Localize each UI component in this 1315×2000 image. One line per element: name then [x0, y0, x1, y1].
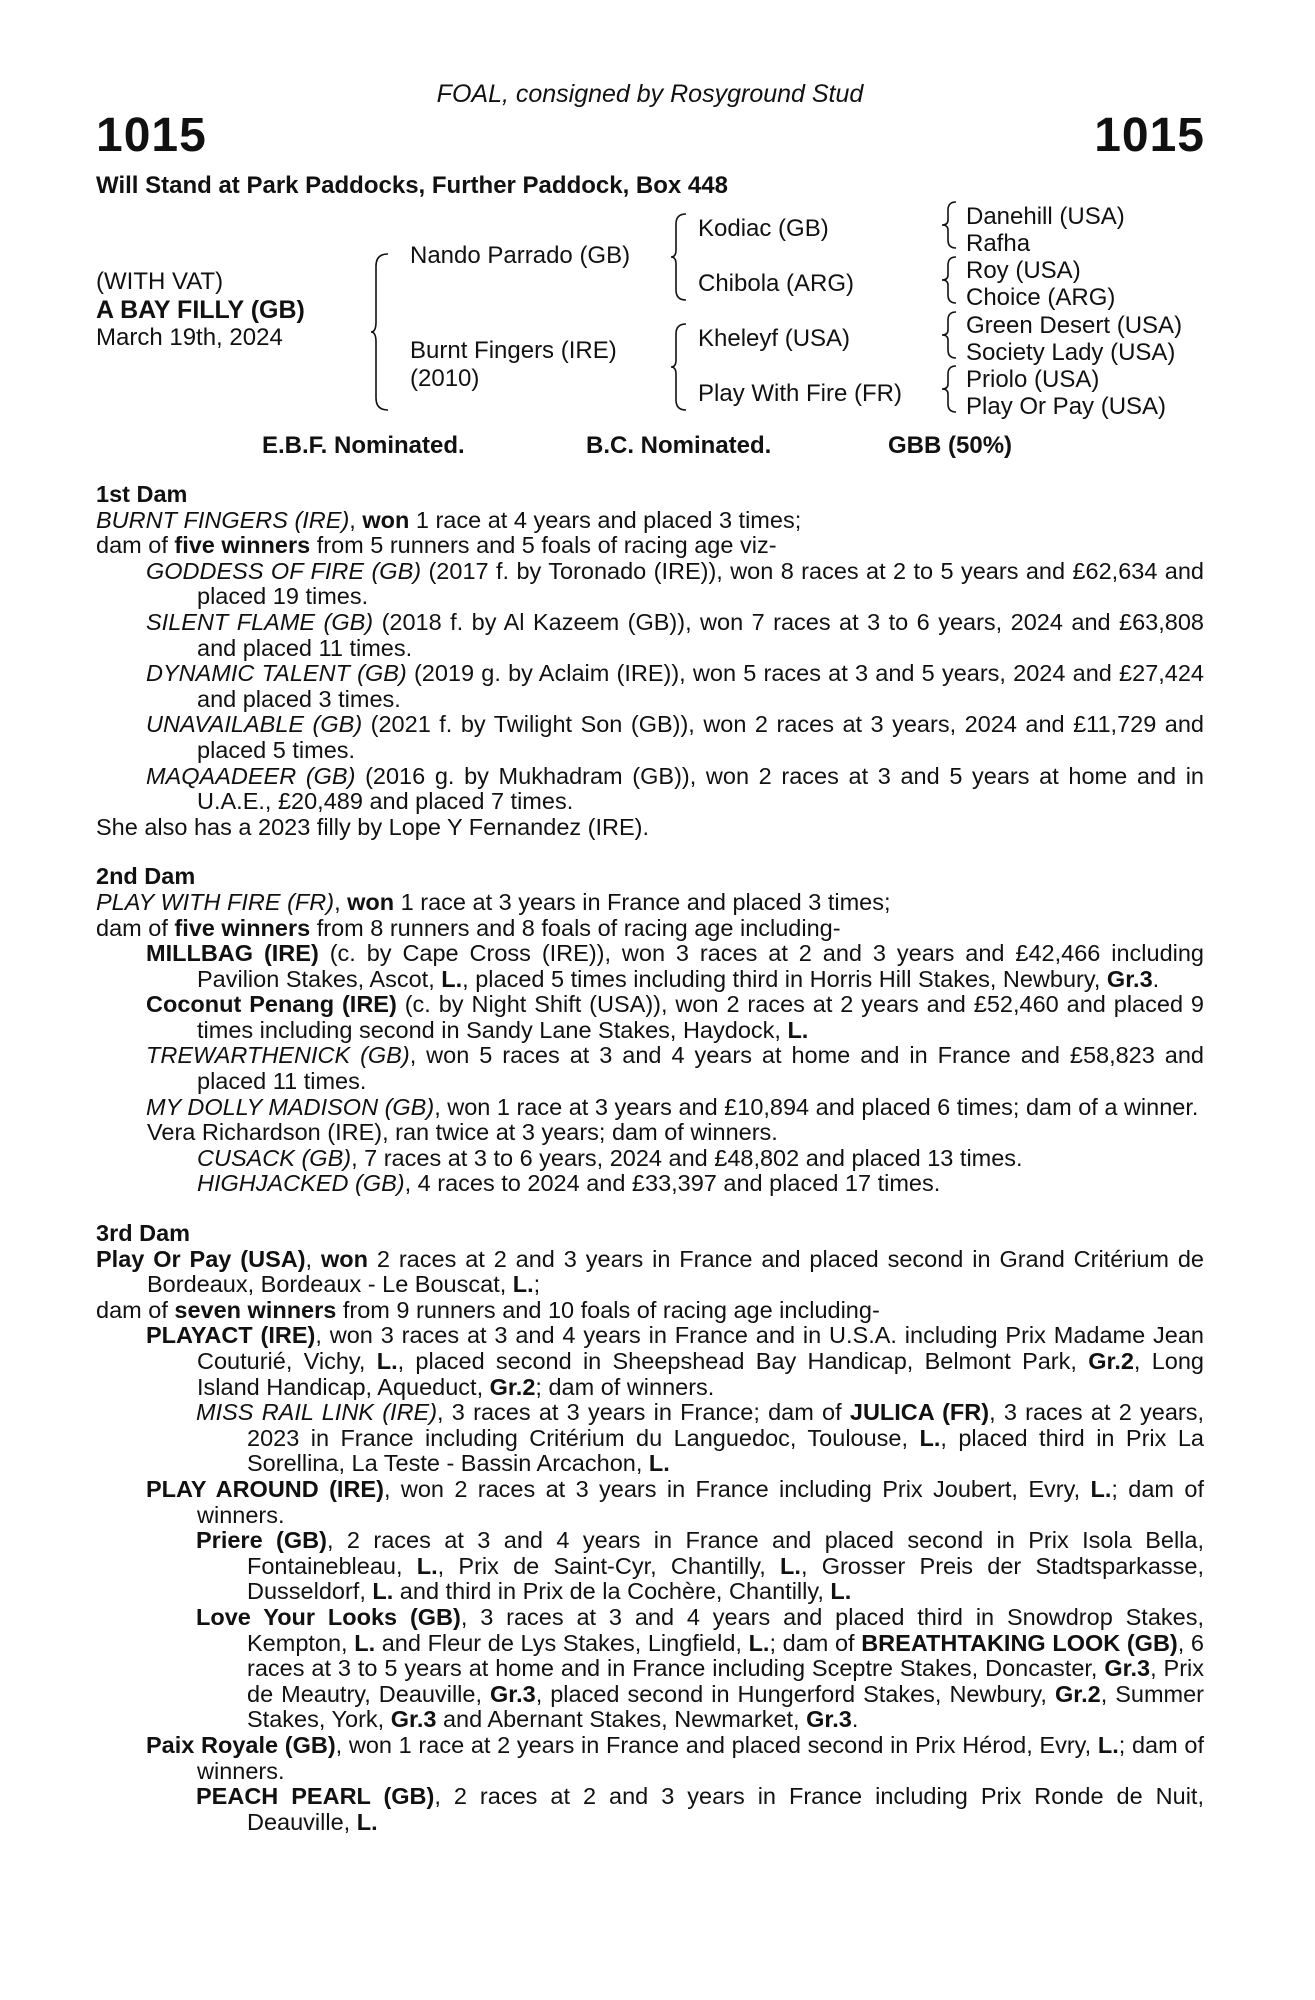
group-label: Gr.3	[390, 1706, 437, 1733]
lot-description: A BAY FILLY (GB)	[96, 296, 305, 324]
produce-entry	[96, 1095, 1204, 1121]
produce-text: , 2 races at 3 and 4 years in France and placed second in Prix Isola Bella, Fontainebleau,	[247, 1527, 1204, 1579]
produce-entry: Vera Richardson (IRE), ran twice at 3 years; dam of winners.	[147, 1119, 778, 1146]
listed-label: L.	[787, 1016, 809, 1043]
won-label: won	[362, 506, 410, 533]
produce-text: ; dam of winners.	[197, 1475, 1204, 1528]
grandproduce-entry	[96, 1146, 1204, 1172]
produce-text: (2018 f. by Al Kazeem (GB)), won 7 races at 3 to 6 years, 2024 and £63,808 and placed 11 times.	[197, 608, 1204, 661]
ggs-4: Choice (ARG)	[966, 284, 1116, 311]
produce-text: , 2 races at 2 and 3 years in France including Prix Ronde de Nuit, Deauville,	[247, 1783, 1204, 1835]
summary-text: from 5 runners and 5 foals of racing age viz-	[310, 532, 777, 559]
produce-name: BREATHTAKING LOOK (GB)	[861, 1629, 1178, 1656]
winners-count: seven winners	[174, 1296, 337, 1323]
listed-label: L.	[441, 965, 463, 992]
produce-name: PLAYACT (IRE)	[146, 1322, 316, 1349]
produce-name: PLAY AROUND (IRE)	[146, 1475, 384, 1502]
pedigree-brace-main	[370, 252, 392, 412]
pedigree-brace-sire	[670, 212, 690, 302]
produce-text: , Summer Stakes, York,	[247, 1680, 1204, 1733]
produce-text: (c. by Night Shift (USA)), won 2 races at 2 years and £52,460 and placed 9 times including second in Sandy Lane Stakes, Haydock,	[197, 991, 1204, 1043]
summary-text: from 9 runners and 10 foals of racing age including-	[336, 1296, 880, 1323]
produce-text: , 4 races to 2024 and £33,397 and placed 17 times.	[404, 1170, 941, 1197]
produce-text: , 6 races at 3 to 5 years at home and in France including Sceptre Stakes, Doncaster,	[247, 1629, 1204, 1682]
dam-name: Play Or Pay (USA)	[96, 1245, 306, 1272]
produce-text: , placed third in Prix La Sorellina, La Teste - Bassin Arcachon,	[247, 1424, 1204, 1477]
pedigree-brace-sd	[940, 255, 960, 305]
produce-entry	[96, 764, 1204, 815]
produce-name: UNAVAILABLE (GB)	[146, 711, 363, 738]
sire-dam-name: Chibola (ARG)	[698, 270, 855, 297]
produce-name: MILLBAG (IRE)	[146, 940, 319, 967]
dam-of-text: dam of	[96, 914, 175, 941]
dam-year: (2010)	[410, 365, 480, 392]
produce-entry	[96, 1733, 1204, 1784]
produce-text: , 7 races at 3 to 6 years, 2024 and £48,802 and placed 13 times.	[351, 1144, 1023, 1171]
listed-label: L.	[830, 1578, 852, 1605]
second-dam-intro: PLAY WITH FIRE (FR), won 1 race at 3 years in France and placed 3 times;	[96, 888, 891, 915]
produce-name: JULICA (FR)	[849, 1399, 990, 1426]
group-label: Gr.3	[806, 1706, 852, 1733]
produce-entry	[96, 992, 1204, 1043]
intro-text: 1 race at 4 years and placed 3 times;	[409, 506, 802, 533]
ggs-2: Rafha	[966, 230, 1031, 257]
dam-of-text: dam of	[96, 1296, 175, 1323]
produce-name: DYNAMIC TALENT (GB)	[146, 660, 407, 687]
produce-name: CUSACK (GB)	[197, 1144, 352, 1171]
produce-text: , placed second in Hungerford Stakes, Newbury,	[535, 1680, 1055, 1707]
first-dam-heading: 1st Dam	[96, 481, 188, 507]
ggs-8: Play Or Pay (USA)	[966, 393, 1167, 420]
produce-name: MISS RAIL LINK (IRE)	[196, 1399, 438, 1426]
listed-label: L.	[416, 1552, 438, 1579]
produce-text: , won 2 races at 3 years in France including Prix Joubert, Evry,	[383, 1475, 1091, 1502]
ggs-7: Priolo (USA)	[966, 366, 1100, 393]
bc-nomination: B.C. Nominated.	[586, 432, 772, 459]
grandproduce-entry	[96, 1400, 1204, 1477]
produce-name: MAQAADEER (GB)	[146, 762, 356, 789]
winners-count: five winners	[174, 532, 311, 559]
dam-name: PLAY WITH FIRE (FR)	[96, 888, 335, 915]
produce-text: , 3 races at 3 and 4 years and placed third in Snowdrop Stakes, Kempton,	[247, 1603, 1204, 1656]
listed-label: L.	[648, 1450, 670, 1477]
listed-label: L.	[376, 1348, 398, 1374]
lot-number-right: 1015	[1094, 109, 1205, 162]
sire-sire-name: Kodiac (GB)	[698, 215, 829, 242]
winners-count: five winners	[174, 914, 311, 941]
produce-entry	[96, 1477, 1204, 1528]
third-dam-summary	[96, 1298, 1204, 1324]
listed-label: L.	[780, 1552, 801, 1579]
produce-entry	[96, 1043, 1204, 1094]
produce-name: TREWARTHENICK (GB)	[146, 1042, 410, 1069]
produce-text: .	[851, 1706, 859, 1733]
ggs-6: Society Lady (USA)	[966, 339, 1176, 366]
produce-text: , won 5 races at 3 and 4 years at home and in France and £58,823 and placed 11 times.	[197, 1042, 1204, 1095]
produce-text: (2016 g. by Mukhadram (GB)), won 2 races at 3 and 5 years at home and in U.A.E., £20,489 and placed 7 times.	[197, 762, 1204, 815]
produce-name: Priere (GB)	[196, 1527, 327, 1554]
ggs-1: Danehill (USA)	[966, 203, 1125, 230]
produce-text: (2017 f. by Toronado (IRE)), won 8 races at 2 to 5 years and £62,634 and placed 19 times.	[197, 557, 1205, 610]
group-label: Gr.3	[1106, 965, 1153, 992]
produce-text: , 3 races at 2 years, 2023 in France including Critérium du Languedoc, Toulouse,	[247, 1399, 1204, 1451]
catalogue-body	[96, 482, 1204, 1859]
produce-text: .	[1152, 965, 1160, 992]
produce-text: ; dam of winners.	[197, 1731, 1204, 1784]
grandproduce-entry	[96, 1528, 1204, 1605]
third-dam-intro	[96, 1247, 1204, 1298]
grandproduce-entry	[96, 1784, 1204, 1835]
produce-text: , placed second in Sheepshead Bay Handicap, Belmont Park,	[397, 1348, 1089, 1374]
produce-entry	[96, 610, 1204, 661]
grandproduce-entry	[96, 1171, 1204, 1197]
first-dam-intro: BURNT FINGERS (IRE), won 1 race at 4 years and placed 3 times;	[96, 506, 802, 533]
produce-text: and Fleur de Lys Stakes, Lingfield,	[375, 1629, 749, 1656]
produce-name: GODDESS OF FIRE (GB)	[146, 557, 422, 584]
intro-text: 1 race at 3 years in France and placed 3 times;	[394, 888, 891, 915]
intro-text: ;	[533, 1271, 541, 1298]
produce-text: , Long Island Handicap, Aqueduct,	[197, 1348, 1204, 1400]
consignor-line: FOAL, consigned by Rosyground Stud	[436, 80, 864, 108]
produce-text: , won 1 race at 3 years and £10,894 and placed 6 times; dam of a winner.	[434, 1093, 1199, 1120]
listed-label: L.	[512, 1271, 534, 1298]
stable-location: Will Stand at Park Paddocks, Further Paddock, Box 448	[96, 172, 728, 199]
produce-entry	[96, 712, 1204, 763]
produce-text: ; dam of winners.	[535, 1373, 715, 1400]
produce-entry	[96, 941, 1204, 992]
intro-text: ,	[305, 1245, 321, 1272]
produce-text: , won 3 races at 3 and 4 years in France and in U.S.A. including Prix Madame Jean Couturié, Vichy,	[197, 1322, 1204, 1374]
ggs-3: Roy (USA)	[966, 257, 1081, 284]
sire-name: Nando Parrado (GB)	[410, 242, 631, 269]
produce-entry	[96, 559, 1204, 610]
group-label: Gr.2	[1088, 1348, 1134, 1374]
produce-entry	[96, 661, 1204, 712]
listed-label: L.	[354, 1629, 376, 1656]
pedigree-brace-dam	[670, 322, 690, 412]
first-dam-closing: She also has a 2023 filly by Lope Y Fernandez (IRE).	[96, 813, 650, 840]
pedigree-brace-ds	[940, 310, 960, 360]
group-label: Gr.3	[489, 1680, 536, 1707]
dam-sire-name: Kheleyf (USA)	[698, 325, 851, 352]
produce-text: (2019 g. by Aclaim (IRE)), won 5 races at 3 and 5 years, 2024 and £27,424 and placed 3 times.	[197, 660, 1204, 712]
produce-text: (2021 f. by Twilight Son (GB)), won 2 races at 3 years, 2024 and £11,729 and placed 5 times.	[197, 711, 1204, 763]
listed-label: L.	[1097, 1731, 1119, 1758]
produce-entry	[96, 1323, 1204, 1400]
produce-text: , placed 5 times including third in Horris Hill Stakes, Newbury,	[462, 965, 1107, 992]
produce-name: Love Your Looks (GB)	[196, 1603, 461, 1630]
first-dam-summary	[96, 533, 1204, 559]
produce-text: and Abernant Stakes, Newmarket,	[436, 1706, 807, 1733]
grandproduce-entry	[96, 1605, 1204, 1733]
third-dam-section	[96, 1221, 1204, 1835]
produce-text: , won 1 race at 2 years in France and placed second in Prix Hérod, Evry,	[335, 1731, 1098, 1758]
pedigree-brace-ss	[940, 200, 960, 250]
foaling-date: March 19th, 2024	[96, 324, 283, 351]
dam-name: BURNT FINGERS (IRE)	[96, 506, 350, 533]
listed-label: L.	[1090, 1475, 1112, 1502]
listed-label: L.	[748, 1629, 770, 1656]
produce-text: (c. by Cape Cross (IRE)), won 3 races at 2 and 3 years and £42,466 including Pavilion Stakes, Ascot,	[197, 940, 1205, 992]
second-dam-heading: 2nd Dam	[96, 863, 196, 890]
produce-text: , Prix de Saint-Cyr, Chantilly,	[437, 1552, 781, 1579]
group-label: Gr.2	[1054, 1680, 1101, 1707]
ebf-nomination: E.B.F. Nominated.	[262, 432, 465, 459]
produce-text: , Grosser Preis der Stadtsparkasse, Dusseldorf,	[247, 1552, 1205, 1605]
group-label: Gr.2	[489, 1373, 536, 1400]
ggs-5: Green Desert (USA)	[966, 312, 1183, 339]
listed-label: L.	[372, 1578, 394, 1605]
third-dam-heading: 3rd Dam	[96, 1220, 191, 1247]
produce-text: and third in Prix de la Cochère, Chantilly,	[393, 1578, 831, 1605]
dam-of-text: dam of	[96, 532, 175, 559]
pedigree-brace-dd	[940, 364, 960, 414]
gbb-note: GBB (50%)	[888, 432, 1013, 459]
intro-text: 2 races at 2 and 3 years in France and placed second in Grand Critérium de Bordeaux, Bordeaux - Le Bouscat,	[147, 1245, 1204, 1298]
first-dam-section	[96, 482, 1204, 840]
listed-label: L.	[919, 1424, 941, 1451]
dam-name: Burnt Fingers (IRE)	[410, 337, 617, 364]
produce-name: MY DOLLY MADISON (GB)	[146, 1093, 435, 1120]
dam-dam-name: Play With Fire (FR)	[698, 380, 902, 407]
produce-text: , Prix de Meautry, Deauville,	[247, 1655, 1205, 1707]
group-label: Gr.3	[1104, 1655, 1151, 1682]
vat-label: (WITH VAT)	[96, 268, 224, 295]
produce-text: , 3 races at 3 years in France; dam of	[437, 1399, 850, 1426]
produce-name: Paix Royale (GB)	[146, 1731, 336, 1758]
lot-number-left: 1015	[96, 109, 207, 162]
produce-name: Coconut Penang (IRE)	[146, 991, 397, 1018]
summary-text: from 8 runners and 8 foals of racing age including-	[310, 914, 841, 941]
won-label: won	[347, 888, 395, 915]
produce-name: PEACH PEARL (GB)	[196, 1783, 435, 1810]
produce-name: SILENT FLAME (GB)	[146, 608, 374, 635]
listed-label: L.	[356, 1808, 378, 1835]
won-label: won	[320, 1245, 368, 1272]
produce-text: ; dam of	[769, 1629, 862, 1656]
produce-name: HIGHJACKED (GB)	[197, 1170, 405, 1197]
second-dam-section	[96, 864, 1204, 1197]
second-dam-summary	[96, 916, 1204, 942]
